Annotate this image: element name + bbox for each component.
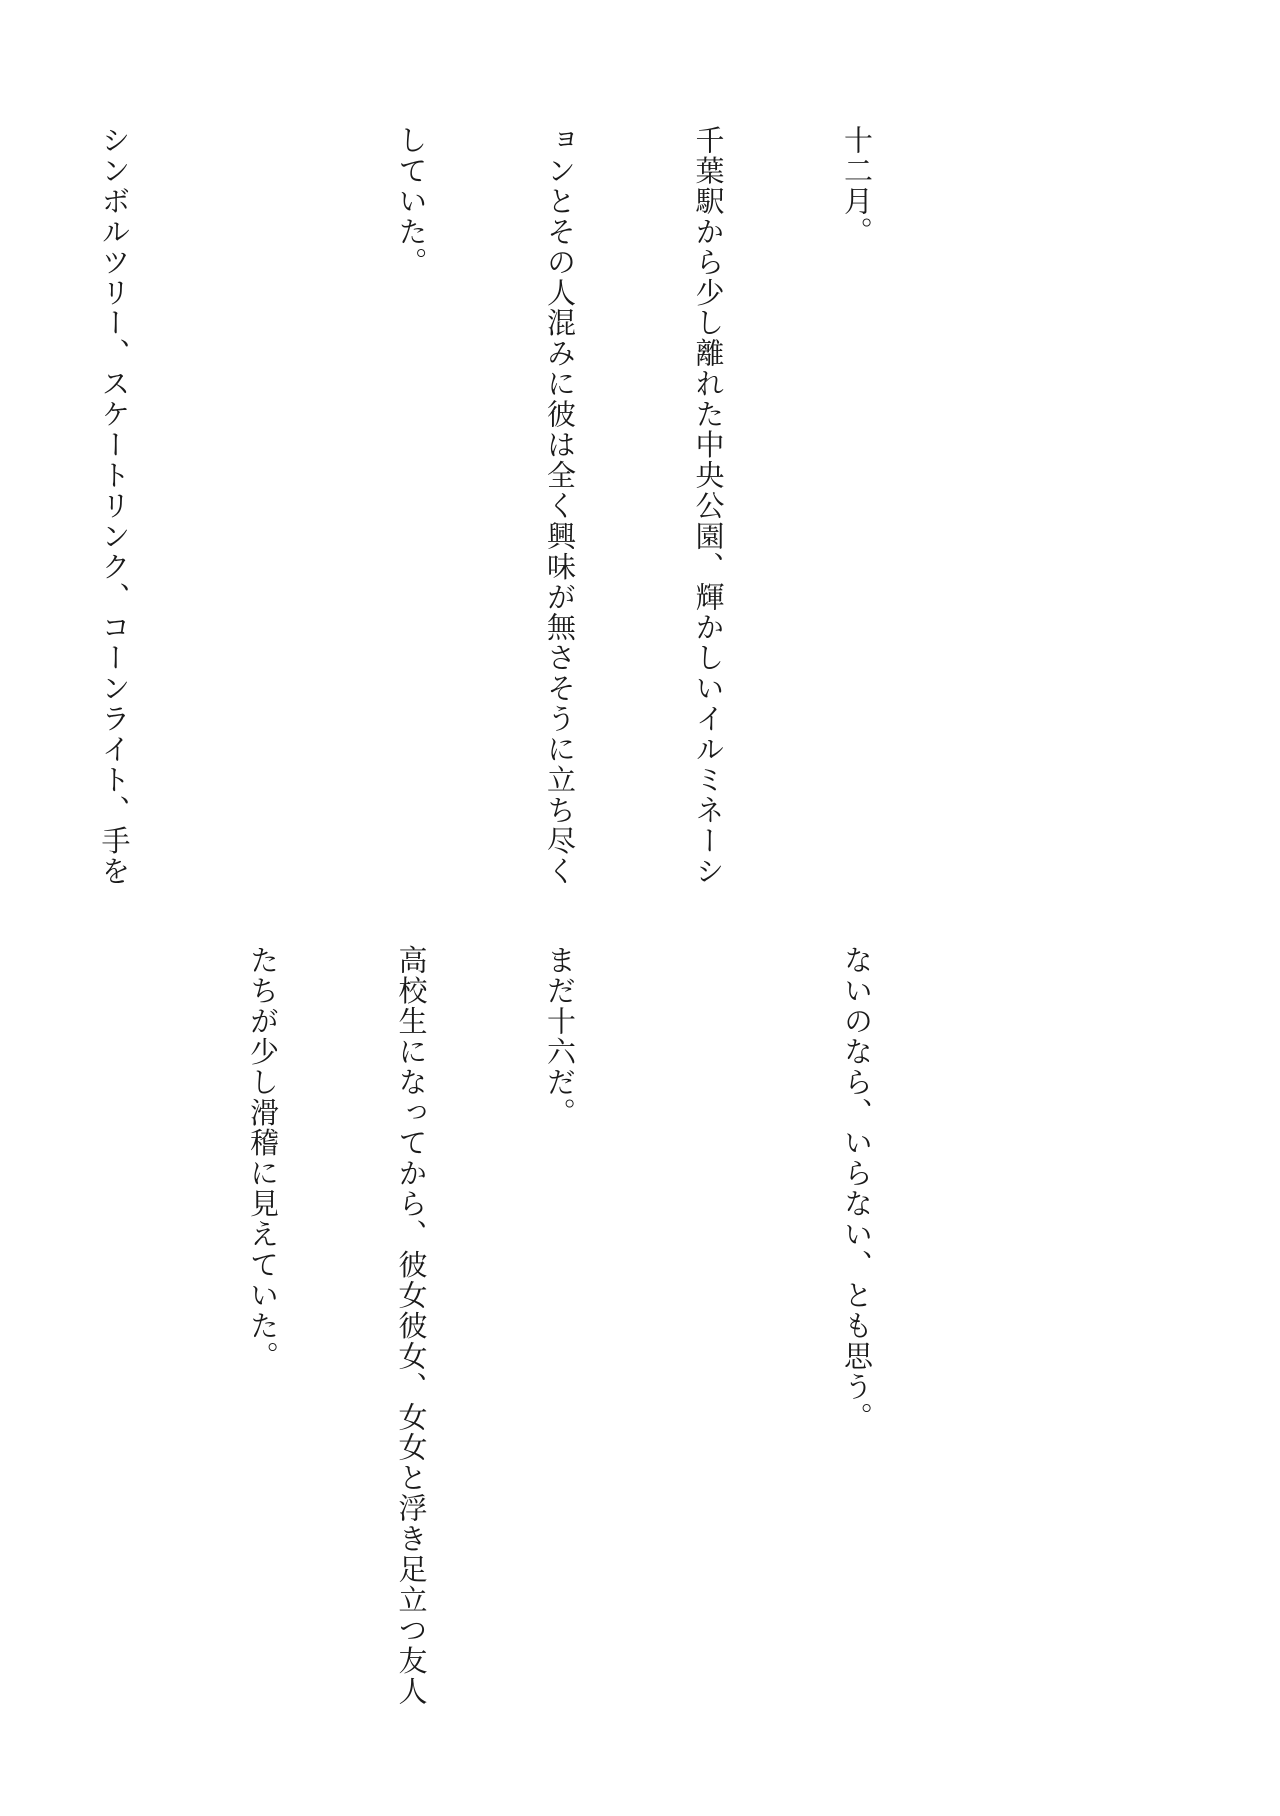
blank-line (238, 125, 288, 895)
blank-line (89, 945, 139, 1715)
text-line: していた。 (394, 125, 429, 278)
text-line: シンボルツリー、スケートリンク、コーンライト、手を (97, 125, 132, 887)
text-line: たちが少し滑稽に見えていた。 (246, 945, 280, 1372)
text-line: 高校生になってから、彼女彼女、女女と浮き足立つ友人 (394, 945, 429, 1707)
text-line: ョンとその人混みに彼は全く興味が無さそうに立ち尽く (543, 125, 577, 887)
blank-line (683, 945, 733, 1715)
text-line: 千葉駅から少し離れた中央公園、輝かしいイルミネーシ (691, 125, 726, 887)
text-line: ないのなら、いらない、とも思う。 (840, 945, 874, 1433)
text-block-top (0, 125, 980, 895)
text-line: 十二月。 (840, 125, 874, 247)
text-block-bottom (0, 945, 980, 1715)
text-line: まだ十六だ。 (543, 945, 577, 1128)
